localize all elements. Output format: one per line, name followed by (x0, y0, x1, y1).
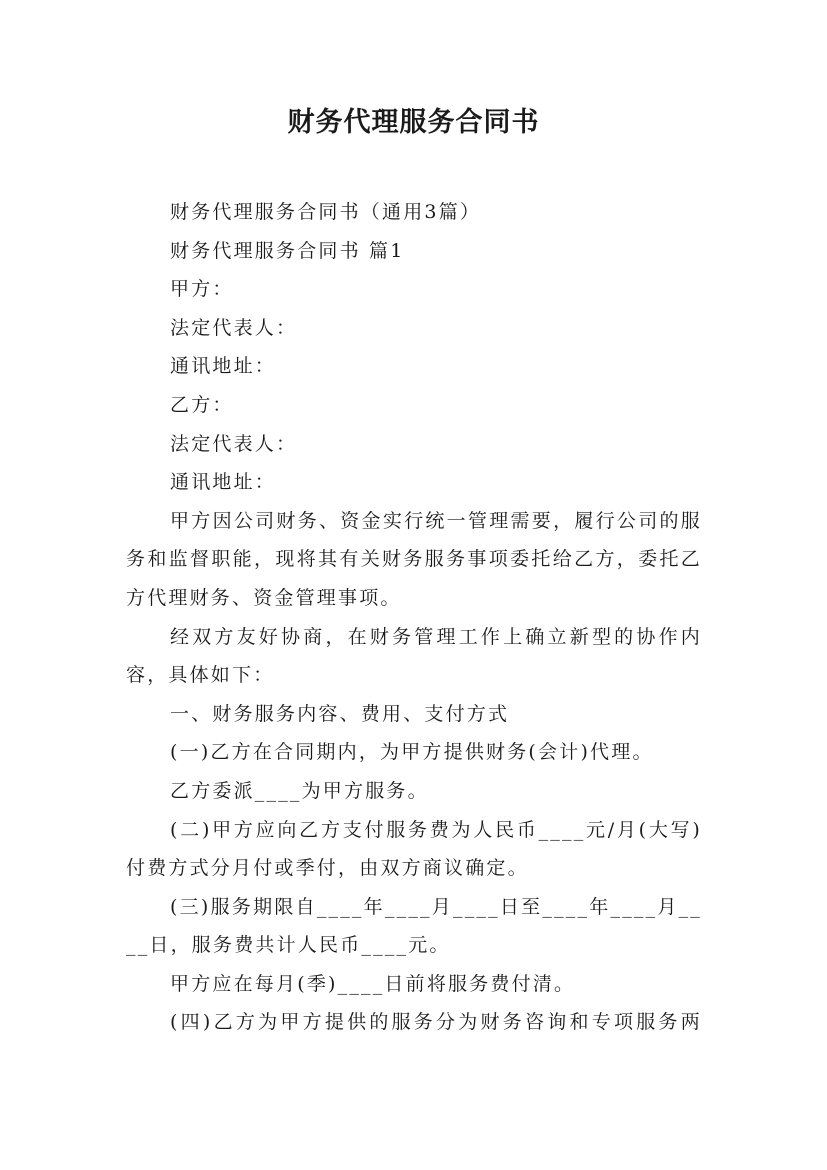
paragraph-clause-1: (一)乙方在合同期内，为甲方提供财务(会计)代理。 (170, 741, 654, 764)
paragraph-clause-3: (三)服务期限自____年____月____日至____年____月____日，服务费共计人民币____元。 (126, 895, 702, 957)
paragraph-party-b-representative: 法定代表人： (170, 432, 298, 455)
document-body (126, 193, 702, 1042)
paragraph-clause-one-heading: 一、财务服务内容、费用、支付方式 (170, 702, 510, 725)
paragraph-assignee: 乙方委派____为甲方服务。 (170, 779, 429, 802)
paragraph-purpose: 甲方因公司财务、资金实行统一管理需要，履行公司的服务和监督职能，现将其有关财务服务事项委托给乙方，委托乙方代理财务、资金管理事项。 (126, 509, 702, 609)
paragraph-agreement: 经双方友好协商，在财务管理工作上确立新型的协作内容，具体如下： (126, 625, 702, 687)
paragraph-party-b: 乙方： (170, 393, 234, 416)
paragraph-party-a-representative: 法定代表人： (170, 316, 298, 339)
paragraph-clause-2: (二)甲方应向乙方支付服务费为人民币____元/月(大写)付费方式分月付或季付，由双方商议确定。 (126, 818, 702, 880)
document-title: 财务代理服务合同书 (287, 107, 540, 138)
paragraph-party-a: 甲方： (170, 278, 234, 301)
paragraph-section-heading: 财务代理服务合同书 篇1 (170, 239, 405, 262)
paragraph-party-b-address: 通讯地址： (170, 471, 277, 494)
paragraph-payment-deadline: 甲方应在每月(季)____日前将服务费付清。 (170, 972, 576, 995)
paragraph-clause-4: (四)乙方为甲方提供的服务分为财务咨询和专项服务两 (170, 1011, 702, 1034)
paragraph-subtitle: 财务代理服务合同书（通用3篇） (170, 201, 482, 223)
paragraph-party-a-address: 通讯地址： (170, 355, 277, 378)
